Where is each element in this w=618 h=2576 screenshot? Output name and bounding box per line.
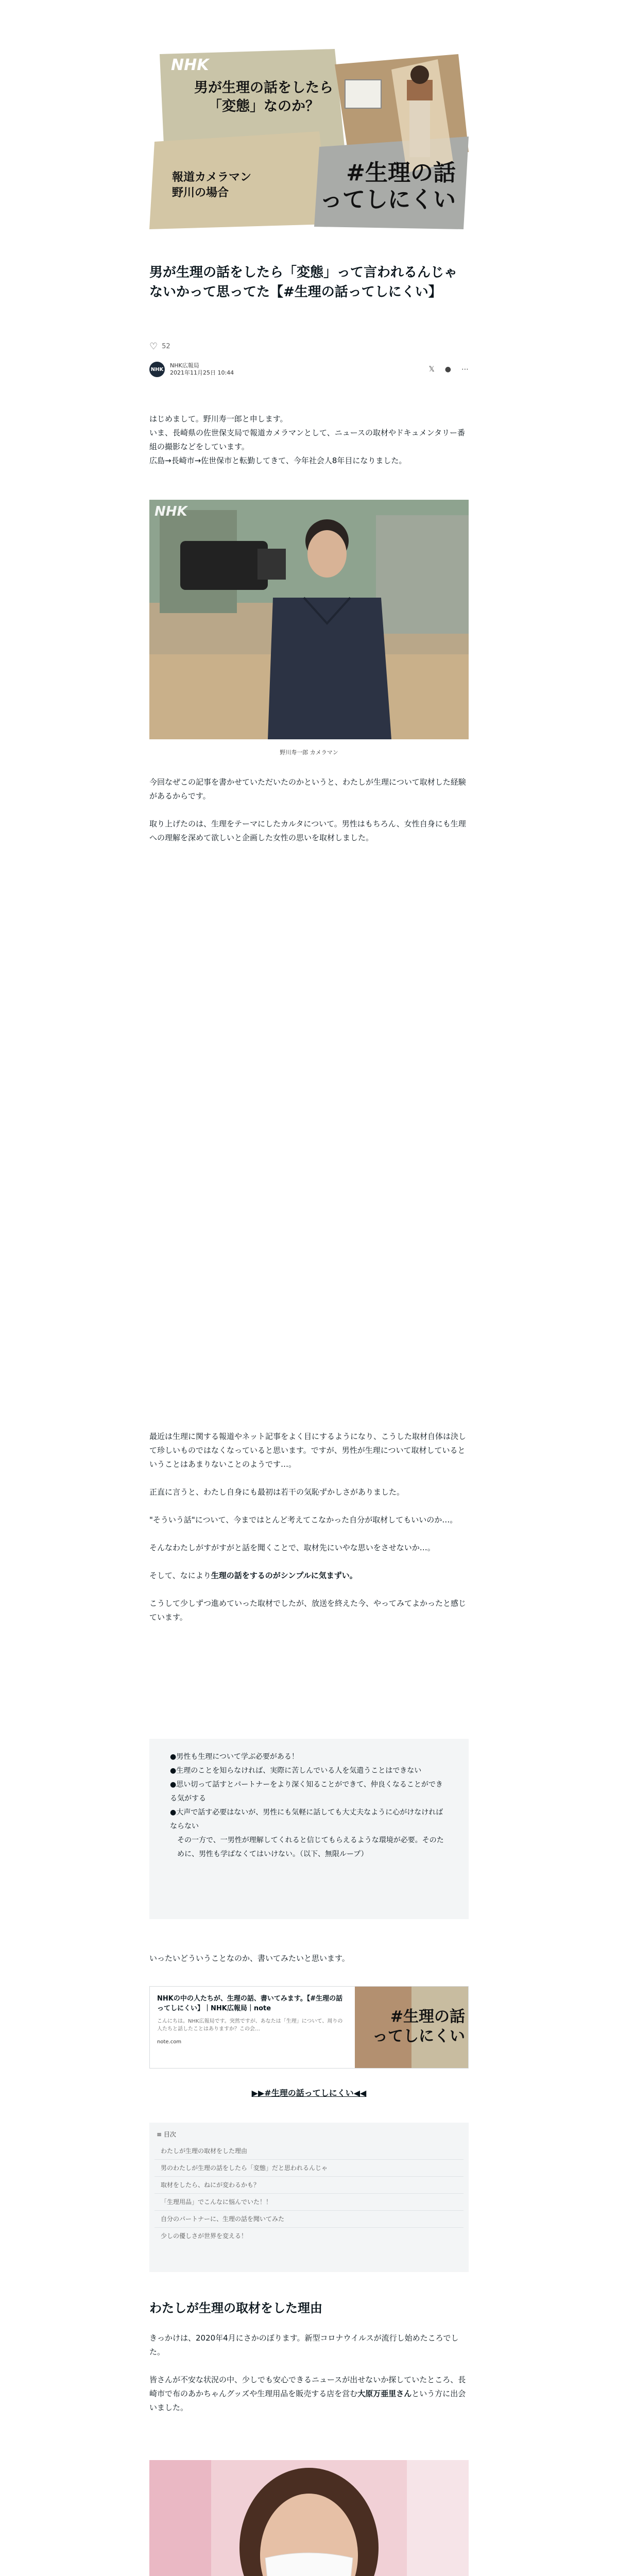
article-title: 男が生理の話をしたら「変態」って言われるんじゃないかって思ってた【#生理の話ってしにくい】 (149, 265, 458, 300)
body2-section (149, 1430, 469, 1624)
hero-profile-line1: 報道カメラマン (172, 171, 252, 184)
avatar[interactable]: NHK (149, 362, 165, 377)
cameraman-photo (149, 500, 469, 739)
post-date: 2021年11月25日 10:44 (170, 369, 234, 376)
like-area (149, 341, 170, 352)
thumbnail-hashtag-line1: #生理の話 (390, 2008, 465, 2026)
body3-p1: いったいどういうことなのか、書いてみたいと思います。 (149, 1954, 350, 1963)
toc-item[interactable]: 自分のパートナーに、生理の話を聞いてみた (154, 2211, 464, 2228)
body2-p4: そんなわたしがすがすがと話を聞くことで、取材先にいやな思いをさせないか…。 (149, 1543, 435, 1552)
hero-hashtag-line2: ってしにくい (320, 187, 456, 213)
thumbnail-hashtag-line2: ってしにくい (372, 2027, 465, 2045)
share-icons (429, 365, 469, 374)
summary-box (149, 1739, 469, 1919)
hero-banner (149, 49, 469, 229)
body2-p3: "そういう話"について、今まではとんど考えてこなかった自分が取材してもいいのか…。 (149, 1515, 458, 1524)
toc-item[interactable]: 取材をしたら、ねにが変わるかも？ (154, 2177, 464, 2194)
photo1-nhk-logo: NHK (154, 504, 187, 519)
hero-hashtag-line1: #生理の話 (346, 160, 456, 186)
toc-heading (154, 2130, 464, 2139)
link-card-text (157, 1994, 348, 2045)
body4-section (149, 2331, 469, 2415)
body1-section (149, 775, 469, 845)
toc-heading-label: 目次 (163, 2131, 176, 2138)
hero-headline (186, 79, 341, 116)
body1-p1: 今回なぜこの記事を書かせていただいたのかというと、わたしが生理について取材した経験があるからです。 (149, 777, 466, 801)
toc-item[interactable]: わたしが生理の取材をした理由 (154, 2143, 464, 2160)
photo1-caption: 野川寿一郎 カメラマン (280, 749, 338, 756)
body2-p1: 最近は生理に関する報道やネット記事をよく目にするようになり、こうした取材自体は決して珍しいものではなくなっていると思います。ですが、男性が生理について取材しているということはあまりないことのようです…。 (149, 1432, 467, 1469)
hashtag-link[interactable]: ▶▶#生理の話ってしにくい◀◀ (251, 2088, 367, 2098)
toc-icon: ≡ (157, 2131, 164, 2138)
body1-p2: 取り上げたのは、生理をテーマにしたカルタについて。男性はもちろん、女性自身にも生理への理解を深めて欲しいと企画した女性の思いを取材しました。 (149, 819, 466, 842)
section-heading: わたしが生理の取材をした理由 (149, 2301, 322, 2315)
author-name[interactable]: NHK広報局 (170, 362, 199, 369)
like-count: 52 (162, 343, 170, 350)
hero-hashtag (286, 160, 456, 213)
toc-item[interactable]: 男のわたしが生理の話をしたら「変態」だと思われるんじゃ (154, 2160, 464, 2177)
link-card-domain: note.com (157, 2039, 182, 2045)
body4-p2 (149, 2373, 469, 2415)
body2-p5-pre: そして、なにより (149, 1571, 211, 1580)
intro-p1: はじめまして。野川寿一郎と申します。 (149, 414, 288, 423)
hero-nhk-logo: NHK (171, 56, 209, 74)
cameraman-illustration (149, 500, 469, 739)
summary-item: ●生理のことを知らなければ、実際に苦しんでいる人を気遣うことはできない (170, 1767, 422, 1775)
author-info (170, 362, 234, 377)
ohara-illustration (149, 2460, 469, 2576)
x-share-icon[interactable]: 𝕏 (428, 365, 435, 374)
hero-profile (172, 170, 251, 201)
summary-item: ●大声で話す必要はないが、男性にも気軽に話しても大丈夫なように心がけなければならない (170, 1808, 443, 1831)
body2-p5-bold: 生理の話をするのがシンプルに気まずい。 (211, 1571, 357, 1580)
body4-p1: きっかけは、2020年4月にさかのぼります。新型コロナウイルスが流行し始めたころでした。 (149, 2333, 459, 2357)
hero-headline-line1: 男が生理の話をしたら (194, 80, 333, 96)
body2-p6: こうして少しずつ進めていった取材でしたが、放送を終えた今、やってみてよかったと感じています。 (149, 1599, 467, 1622)
facebook-share-icon[interactable]: ● (444, 365, 451, 374)
table-of-contents (149, 2123, 469, 2272)
summary-item: その一方で、一男性が理解してくれると信じてもらえるような環境が必要。そのために、男性も学ばなくてはいけない。（以下、無限ループ） (177, 1836, 444, 1858)
toc-item[interactable]: 「生理用品」でこんなに悩んでいた！！ (154, 2194, 464, 2211)
toc-item[interactable]: 少しの優しさが世界を変える！ (161, 2232, 248, 2240)
body4-p2-post: という方に出会いました。 (149, 2389, 466, 2412)
hero-profile-line2: 野川の場合 (172, 187, 229, 199)
more-options-icon[interactable]: ⋯ (461, 365, 469, 374)
summary-item: ●男性も生理について学ぶ必要がある！ (170, 1753, 299, 1761)
link-card[interactable] (149, 1986, 469, 2069)
link-card-thumbnail (355, 1987, 468, 2068)
body3-section (149, 1952, 469, 1965)
body2-p2: 正直に言うと、わたし自身にも最初は若干の気恥ずかしさがありました。 (149, 1487, 405, 1497)
heart-icon[interactable]: ♡ (149, 341, 158, 352)
summary-item: ●思い切って話すとパートナーをより深く知ることができて、仲良くなることができる気がする (170, 1781, 443, 1803)
body4-p2-bold: 大原万亜里さん (357, 2389, 412, 2398)
body4-p2-pre: 皆さんが不安な状況の中、少しでも安心できるニュースが出せないか探していたところ、長崎市で布のあかちゃんグッズや生理用品を販売する店を営む (149, 2375, 466, 2398)
body2-p5 (149, 1569, 469, 1583)
link-card-description: こんにちは。NHK広報局です。突然ですが、あなたは「生理」について、周りの人たちと話したことはありますか？この会… (157, 2019, 343, 2032)
thumbnail-hashtag (362, 2007, 465, 2046)
author-bar (149, 361, 469, 378)
ohara-photo (149, 2460, 469, 2576)
intro-p2: いま、長崎県の佐世保支局で報道カメラマンとして、ニュースの取材やドキュメンタリー番組の撮影などをしています。 (149, 428, 466, 451)
hero-headline-line2: 「変態」なのか？ (208, 98, 319, 114)
link-card-title[interactable]: NHKの中の人たちが、生理の話、書いてみます。【#生理の話ってしにくい】｜NHK広報局｜note (157, 1995, 343, 2012)
intro-p3: 広島→長崎市→佐世保市と転勤してきて、今年社会人8年目になりました。 (149, 456, 407, 465)
intro-section (149, 412, 469, 468)
